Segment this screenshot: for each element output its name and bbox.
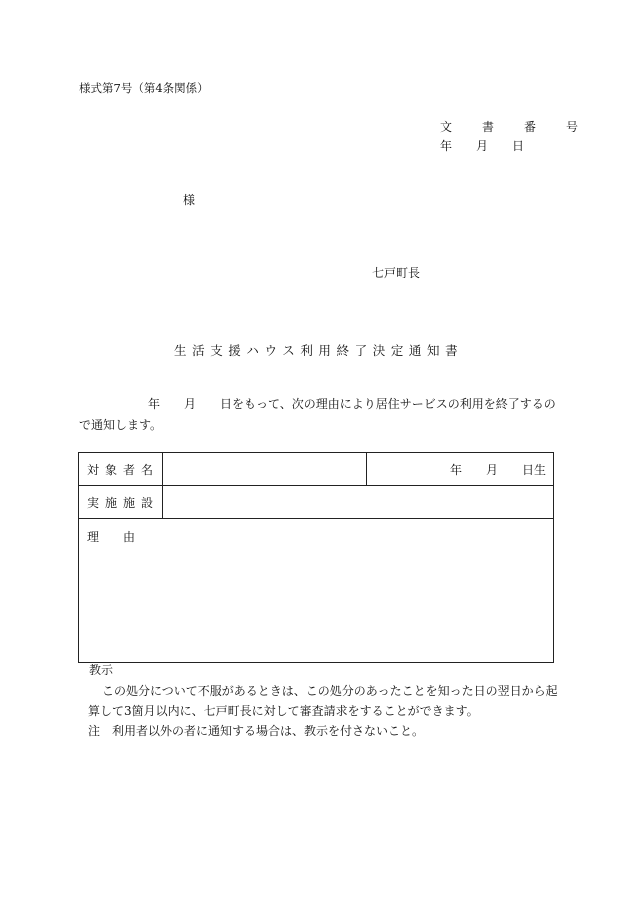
info-table [78,452,554,663]
notice-note: 注 利用者以外の者に通知する場合は、教示を付さないこと。 [88,724,425,738]
reason-field[interactable] [79,519,554,663]
form-number: 様式第7号（第4条関係） [79,81,209,95]
issue-date-year: 年 [440,139,453,153]
body-text-line-2: で通知します。 [79,418,163,432]
issue-date-month: 月 [476,139,489,153]
subject-row [79,453,554,486]
document-number-label: 文 書 番 号 [440,120,588,134]
notice-heading: 教示 [89,663,114,677]
birth-date-field[interactable]: 年 月 日生 [367,453,554,486]
reason-row [79,519,554,663]
subject-name-label: 対象者名 [79,453,163,486]
body-text-line-1: 年 月 日をもって、次の理由により居住サービスの利用を終了するの [148,397,556,411]
facility-field[interactable] [163,486,554,519]
notice-line-1: この処分について不服があるときは、この処分のあったことを知った日の翌日から起 [102,684,558,698]
sender-title: 七戸町長 [372,266,421,280]
document-title: 生活支援ハウス利用終了決定通知書 [174,343,464,358]
addressee-honorific: 様 [183,193,196,207]
subject-name-field[interactable] [163,453,367,486]
facility-row [79,486,554,519]
reason-label: 理 由 [87,530,136,544]
issue-date [440,140,524,152]
notice-line-2: 算して3箇月以内に、七戸町長に対して審査請求をすることができます。 [88,704,479,718]
facility-label: 実施施設 [79,486,163,519]
issue-date-day: 日 [512,139,525,153]
